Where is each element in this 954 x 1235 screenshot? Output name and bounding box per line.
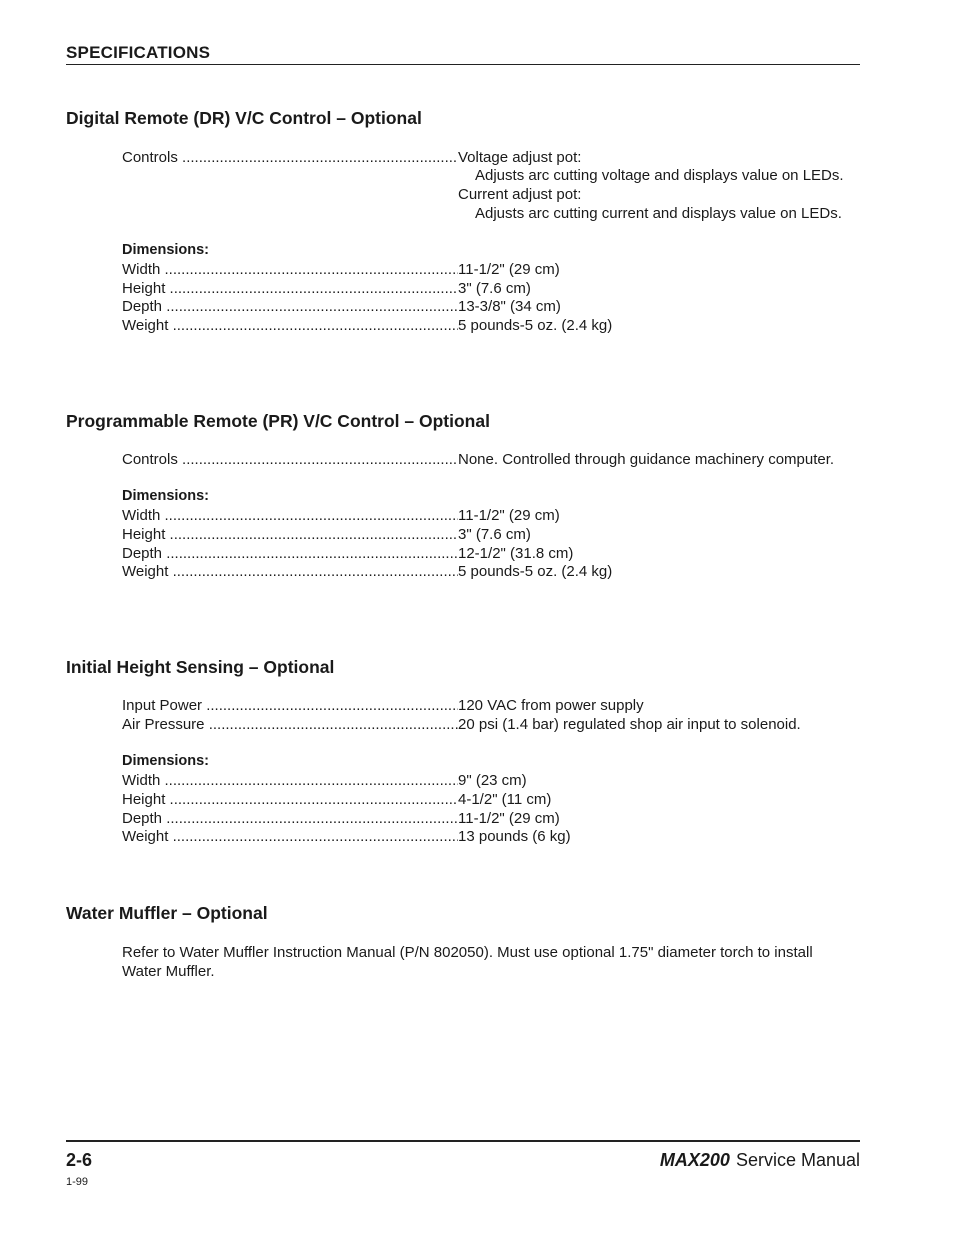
spec-label: Weight .....	[122, 316, 458, 335]
spec-value: None. Controlled through guidance machinery computer.	[458, 451, 835, 468]
dimension-row-width	[122, 506, 858, 525]
dimension-row-width	[122, 260, 858, 279]
spec-label: Height .....	[122, 279, 458, 298]
spec-label: Height .....	[122, 525, 458, 544]
spec-value-continuation: Adjusts arc cutting current and displays value on LEDs.	[475, 205, 842, 222]
dimension-row-height	[122, 525, 858, 544]
spec-label: Controls .....	[122, 450, 458, 469]
spec-value: 5 pounds-5 oz. (2.4 kg)	[458, 563, 613, 580]
dimension-row-weight	[122, 316, 858, 335]
spec-row-dr-controls	[122, 148, 858, 167]
dimension-row-height	[122, 279, 858, 298]
section-title-ihs: Initial Height Sensing – Optional	[66, 657, 335, 677]
spec-value: 4-1/2" (11 cm)	[458, 791, 552, 808]
dimension-row-height	[122, 790, 858, 809]
spec-label: Height .....	[122, 790, 458, 809]
revision-date: 1-99	[66, 1176, 89, 1188]
spec-value-continuation: Current adjust pot:	[458, 186, 582, 203]
spec-value: Voltage adjust pot:	[458, 149, 582, 166]
dimension-row-width	[122, 771, 858, 790]
footer-divider	[66, 1140, 860, 1142]
spec-label: Depth .....	[122, 544, 458, 563]
page-number: 2-6	[66, 1150, 93, 1170]
dimensions-heading: Dimensions:	[122, 753, 210, 769]
spec-value: 3" (7.6 cm)	[458, 280, 531, 297]
spec-row-pr-controls	[122, 450, 858, 469]
spec-value: 11-1/2" (29 cm)	[458, 507, 560, 524]
spec-value: 13 pounds (6 kg)	[458, 828, 571, 845]
spec-value: 13-3/8" (34 cm)	[458, 298, 561, 315]
dimension-row-weight	[122, 562, 858, 581]
spec-label: Air Pressure .....	[122, 715, 458, 734]
spec-label: Width .....	[122, 506, 458, 525]
water-muffler-text: Refer to Water Muffler Instruction Manual (P/N 802050). Must use optional 1.75" diameter torch to install Water Muffler.	[122, 944, 813, 980]
spec-value: 120 VAC from power supply	[458, 697, 644, 714]
dimensions-heading: Dimensions:	[122, 488, 210, 504]
dimension-row-weight	[122, 827, 858, 846]
spec-value: 5 pounds-5 oz. (2.4 kg)	[458, 317, 613, 334]
dimensions-heading: Dimensions:	[122, 242, 210, 258]
spec-label: Controls .....	[122, 148, 458, 167]
dimension-row-depth	[122, 809, 858, 828]
spec-label: Depth .....	[122, 809, 458, 828]
header-divider	[66, 64, 860, 65]
spec-value: 3" (7.6 cm)	[458, 526, 531, 543]
spec-value: 12-1/2" (31.8 cm)	[458, 545, 574, 562]
spec-value-continuation: Adjusts arc cutting voltage and displays value on LEDs.	[475, 167, 844, 184]
manual-title	[660, 1150, 860, 1171]
dimension-row-depth	[122, 544, 858, 563]
spec-row-air-pressure	[122, 715, 858, 734]
page-header-title: SPECIFICATIONS	[66, 43, 211, 62]
spec-label: Width .....	[122, 260, 458, 279]
manual-name: Service Manual	[735, 1150, 860, 1170]
spec-value: 20 psi (1.4 bar) regulated shop air input to solenoid.	[458, 716, 801, 733]
section-title-pr: Programmable Remote (PR) V/C Control – Optional	[66, 411, 490, 431]
spec-label: Weight .....	[122, 827, 458, 846]
spec-value: 11-1/2" (29 cm)	[458, 810, 560, 827]
section-title-water-muffler: Water Muffler – Optional	[66, 903, 268, 923]
section-title-dr: Digital Remote (DR) V/C Control – Optional	[66, 108, 422, 128]
spec-row-input-power	[122, 696, 858, 715]
spec-value: 9" (23 cm)	[458, 772, 527, 789]
spec-label: Depth .....	[122, 297, 458, 316]
spec-label: Width .....	[122, 771, 458, 790]
spec-value: 11-1/2" (29 cm)	[458, 261, 560, 278]
dimension-row-depth	[122, 297, 858, 316]
model-name: MAX200	[659, 1150, 730, 1170]
spec-label: Input Power .....	[122, 696, 458, 715]
spec-label: Weight .....	[122, 562, 458, 581]
